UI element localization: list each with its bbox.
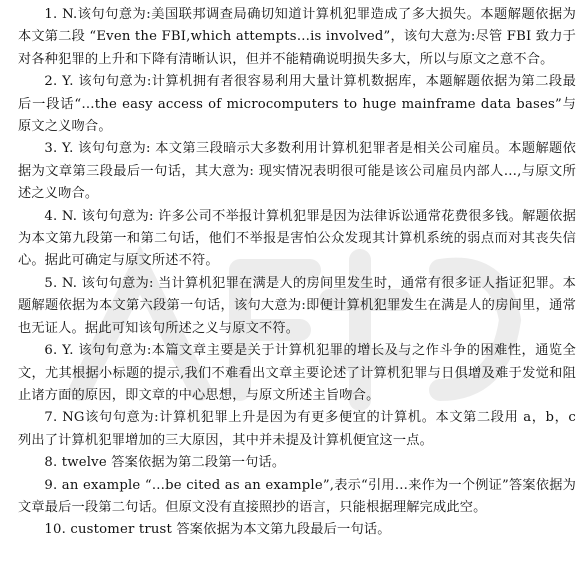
answer-item-5: 5. N. 该句句意为: 当计算机犯罪在满是人的房间里发生时，通常有很多证人指证犯罪。本题解题依据为本文第六段第一句话，该句大意为:即便计算机犯罪发生在满是人的房间里，通常也无证人。据此可知该句所述之义与原文不符。 bbox=[18, 275, 576, 336]
answer-item-2: 2. Y. 该句句意为:计算机拥有者很容易利用大量计算机数据库，本题解题依据为第二段最后一段话“…the easy access of microcomputers to huge mainframe data bases”与原文之义吻合。 bbox=[18, 74, 576, 135]
answer-item-4: 4. N. 该句句意为: 许多公司不举报计算机犯罪是因为法律诉讼通常花费很多钱。解题依据为本文第九段第一和第二句话，他们不举报是害怕公众发现其计算机系统的弱点而对其丧失信心。据此可确定与原文所述不符。 bbox=[18, 208, 576, 269]
answer-item-9: 9. an example “…be cited as an example”,表示“引用…来作为一个例证”答案依据为文章最后一段第二句话。但原文没有直接照抄的语言，只能根据理解完成此空。 bbox=[18, 477, 576, 515]
answer-item-7: 7. NG该句句意为:计算机犯罪上升是因为有更多便宜的计算机。本文第二段用 a，b，c 列出了计算机犯罪增加的三大原因，其中并未提及计算机便宜这一点。 bbox=[18, 410, 576, 448]
answer-item-10: 10. customer trust 答案依据为本文第九段最后一句话。 bbox=[44, 522, 391, 538]
answer-item-8: 8. twelve 答案依据为第二段第一句话。 bbox=[44, 455, 286, 471]
answer-item-3: 3. Y. 该句句意为: 本文第三段暗示大多数利用计算机犯罪者是相关公司雇员。本题解题依据为文章第三段最后一句话，其大意为: 现实情况表明很可能是该公司雇员内部人…,与原文所述之义吻合。 bbox=[18, 141, 576, 202]
answer-item-6: 6. Y. 该句句意为:本篇文章主要是关于计算机犯罪的增长及与之作斗争的困难性，通览全文，尤其根据小标题的提示,我们不难看出文章主要论述了计算机犯罪与日俱增及难于发觉和阻止诸方面的原因，即文章的中心思想，与原文所述主旨吻合。 bbox=[18, 343, 576, 403]
answer-item-1: 1. N.该句句意为:美国联邦调查局确切知道计算机犯罪造成了多大损失。本题解题依据为本文第二段 “Even the FBI,which attempts…is involved”，该句大意为:尽管 FBI 致力于对各种犯罪的上升和下降有清晰认识，但并不能精确说明损失多大，所以与原文之意不合。 bbox=[18, 7, 576, 67]
answer-explanations bbox=[18, 4, 576, 542]
